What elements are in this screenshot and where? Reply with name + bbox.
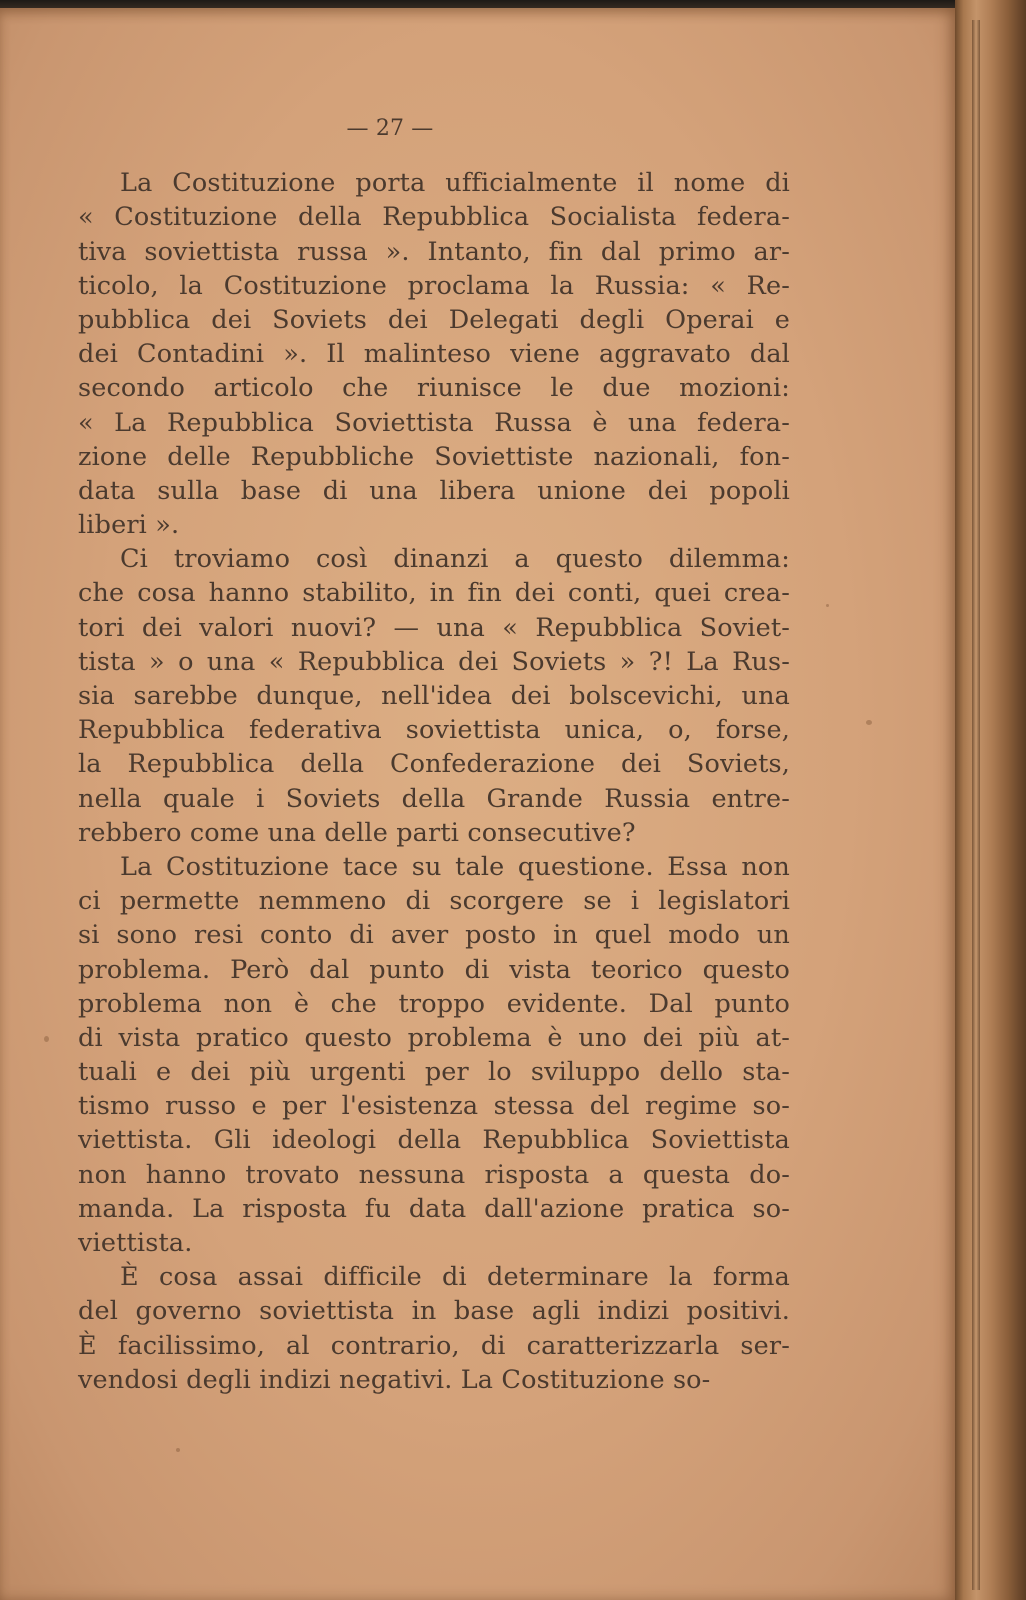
text-line: data sulla base di una libera unione dei popoli [78, 475, 790, 506]
text-line: pubblica dei Soviets dei Delegati degli Operai e [78, 304, 790, 335]
text-line: La Costituzione porta ufficialmente il nome di [120, 168, 790, 199]
paper-spot [866, 720, 872, 725]
text-line: vendosi degli indizi negativi. La Costituzione so- [78, 1364, 711, 1395]
text-line: tiva soviettista russa ». Intanto, fin dal primo ar- [78, 236, 790, 267]
text-line: tori dei valori nuovi? — una « Repubblica Soviet- [78, 612, 790, 643]
text-line: « La Repubblica Soviettista Russa è una federa- [78, 407, 790, 438]
text-line: nella quale i Soviets della Grande Russia entre- [78, 783, 790, 814]
text-line: secondo articolo che riunisce le due mozioni: [78, 373, 790, 404]
paper-spot [44, 1036, 49, 1042]
text-line: La Costituzione tace su tale questione. Essa non [120, 851, 790, 882]
page-number: — 27 — [346, 116, 434, 141]
paper-spot [826, 604, 829, 607]
text-line: zione delle Repubbliche Soviettiste nazionali, fon- [78, 441, 790, 472]
text-lines [78, 166, 790, 1397]
text-line: manda. La risposta fu data dall'azione pratica so- [78, 1193, 790, 1224]
text-line: sia sarebbe dunque, nell'idea dei bolscevichi, una [78, 681, 790, 712]
book-spine-edge [972, 20, 980, 1590]
text-line: viettista. [78, 1228, 193, 1259]
paper-spot [176, 1448, 180, 1452]
text-line: tismo russo e per l'esistenza stessa del regime so- [78, 1091, 790, 1122]
text-line: Ci troviamo così dinanzi a questo dilemma: [120, 544, 790, 575]
text-line: del governo soviettista in base agli indizi positivi. [78, 1296, 790, 1327]
text-line: problema. Però dal punto di vista teorico questo [78, 954, 790, 985]
text-line: rebbero come una delle parti consecutive? [78, 817, 636, 848]
text-line: ci permette nemmeno di scorgere se i legislatori [78, 886, 790, 917]
page-text [78, 112, 790, 1397]
text-line: non hanno trovato nessuna risposta a questa do- [78, 1159, 790, 1190]
text-line: si sono resi conto di aver posto in quel modo un [78, 920, 790, 951]
text-line: di vista pratico questo problema è uno dei più at- [78, 1022, 790, 1053]
text-line: dei Contadini ». Il malinteso viene aggravato dal [78, 339, 790, 370]
text-line: Repubblica federativa soviettista unica, o, forse, [78, 715, 790, 746]
book-spine [955, 0, 1026, 1600]
text-line: È cosa assai difficile di determinare la forma [120, 1262, 790, 1293]
text-line: la Repubblica della Confederazione dei Soviets, [78, 749, 790, 780]
text-line: problema non è che troppo evidente. Dal punto [78, 988, 790, 1019]
text-line: È facilissimo, al contrario, di caratterizzarla ser- [78, 1330, 790, 1361]
text-line: tuali e dei più urgenti per lo sviluppo dello sta- [78, 1057, 790, 1088]
text-line: viettista. Gli ideologi della Repubblica Soviettista [78, 1125, 790, 1156]
text-line: tista » o una « Repubblica dei Soviets » ?! La Rus- [78, 646, 790, 677]
text-line: « Costituzione della Repubblica Socialista federa- [78, 202, 790, 233]
text-line: ticolo, la Costituzione proclama la Russia: « Re- [78, 270, 790, 301]
text-line: liberi ». [78, 510, 180, 541]
text-line: che cosa hanno stabilito, in fin dei conti, quei crea- [78, 578, 790, 609]
